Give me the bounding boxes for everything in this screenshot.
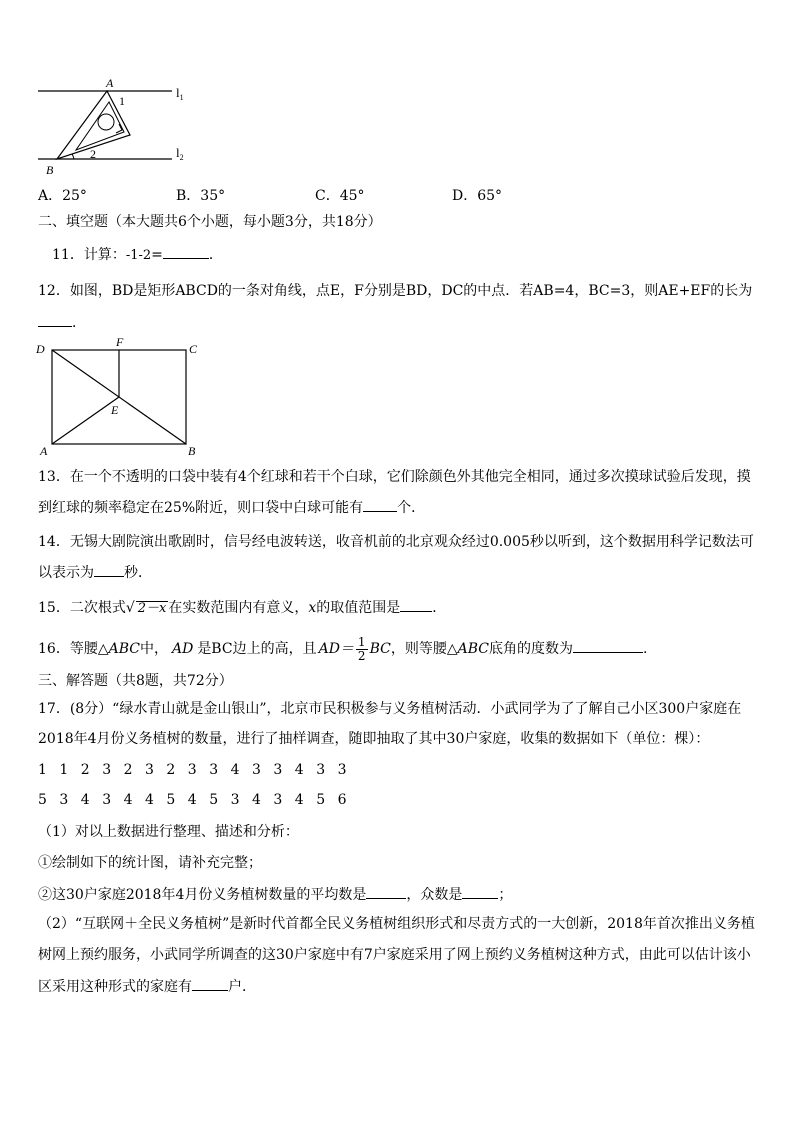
figure-rectangle-abcd [32,334,212,460]
q14-end: 秒． [124,565,152,581]
option-d: D．65° [452,188,503,204]
q17-row1-value: 4 [230,762,240,778]
q16-prefix: 16．等腰 [38,641,98,657]
q17-sub2-mode: ，众数是 [406,887,463,903]
q17-blank-mean [366,884,406,899]
q11 [52,244,223,266]
q17-row1-value: 4 [294,762,304,778]
q17-part2-text: 区采用这种形式的家庭有 [38,979,192,995]
q17-row1-value: 3 [102,762,112,778]
q17-data-row-2 [38,790,358,810]
option-b: B．35° [176,188,226,204]
label-l2: $l_2$ [176,145,184,162]
q16-numerator: 1 [357,634,366,649]
q16-mid2: 是BC边上的高，且 [197,641,317,657]
q11-expr: -1-2 [125,248,152,263]
q16-mid3: ，则等腰 [390,641,447,657]
q17-sub2-text: ②这30户家庭2018年4月份义务植树数量的平均数是 [38,887,367,903]
q17-row1-value: 3 [337,762,347,778]
q13-end: 个． [397,500,426,516]
ruler-hole [98,114,114,130]
q16-triangle-2: △ABC [446,641,489,657]
q17-row1-value: 3 [209,762,219,778]
q15-blank [400,597,432,612]
angle-2-arc [72,154,74,159]
q12-line1: 12．如图，BD是矩形ABCD的一条对角线，点E，F分别是BD，DC的中点．若AB=4，BC=3，则AE+EF的长为 [38,283,753,299]
q17-row2-value: 3 [59,792,69,808]
q11-prefix: 11．计算： [52,247,126,263]
q17-row2-value: 6 [337,792,347,808]
q17-sub2-end: ； [498,887,513,903]
q17-row2-value: 3 [230,792,240,808]
q13-text: 到红球的频率稳定在25%附近，则口袋中白球可能有 [38,500,364,516]
q17-row2-value: 4 [80,792,90,808]
label-B2: B [188,444,196,458]
q12-blank [38,312,72,327]
section-3-title: 三、解答题（共8题，共72分） [38,673,233,689]
label-F: F [116,335,124,349]
q17-blank-households [192,976,228,991]
q17-part2-line2: 树网上预约服务，小武同学所调查的这30户家庭中有7户家庭采用了网上预约义务植树这种方式，由此可以估计该小 [38,947,751,963]
q14-line2 [38,562,152,583]
q17-row2-value: 5 [166,792,176,808]
q17-row2-value: 4 [123,792,133,808]
q17-sub2 [38,884,512,905]
q17-row2-value: 5 [316,792,326,808]
q16-blank [573,638,643,653]
q17-row1-value: 3 [316,762,326,778]
q10-options [38,186,558,206]
q14-line1: 14．无锡大剧院演出歌剧时，信号经电波转送，收音机前的北京观众经过0.005秒以听到，这个数据用科学记数法可 [38,534,754,550]
label-angle-1: 1 [119,94,125,108]
q13-line2 [38,497,425,518]
q17-data-row-1 [38,760,358,780]
q17-sub1: ①绘制如下的统计图，请补充完整； [38,855,262,871]
label-A: A [106,76,114,90]
q15 [38,597,446,618]
q17-line2: 2018年4月份义务植树的数量，进行了抽样调查，随即抽取了其中30户家庭，收集的数据如下（单位：棵）： [38,731,710,747]
q16-eq-right: BC [369,641,391,657]
q16-fraction [356,636,368,663]
q17-row1-value: 2 [166,762,176,778]
q14-text: 以表示为 [38,565,94,581]
q17-row1-value: 1 [38,762,47,778]
q17-row2-value: 4 [294,792,304,808]
q17-row1-value: 2 [123,762,133,778]
q14-blank [94,562,124,577]
q17-row2-value: 4 [145,792,154,808]
q16-ad: AD [171,641,194,657]
q16-mid1: 中， [139,641,168,657]
q11-eq: = [151,247,163,263]
q17-row1-value: 2 [80,762,90,778]
option-c: C．45° [315,188,365,204]
label-l1: $l_1$ [176,85,184,102]
q17-row1-value: 1 [59,762,69,778]
q17-row2-value: 5 [209,792,219,808]
q15-end: ． [432,600,447,616]
q16-suffix: 底角的度数为 [488,641,573,657]
q17-row1-value: 3 [145,762,154,778]
q16-triangle: △ABC [97,641,140,657]
q13-line1: 13．在一个不透明的口袋中装有4个红球和若干个白球，它们除颜色外其他完全相同，通过多次摸球试验后发现，摸 [38,469,751,485]
q17-row2-value: 4 [252,792,261,808]
q15-prefix: 15．二次根式 [38,600,126,616]
q15-middle: 在实数范围内有意义， [168,600,309,616]
q16 [38,632,647,666]
q17-part2-line1: （2）“互联网＋全民义务植树”是新时代首都全民义务植树组织形式和尽责方式的一大创新，2018年首次推出义务植 [38,916,755,932]
q17-part2-line3 [38,976,256,997]
label-angle-2: 2 [90,147,96,161]
q17-row2-value: 4 [187,792,197,808]
q11-end: ． [208,247,223,263]
section-2-title: 二、填空题（本大题共6个小题，每小题3分，共18分） [38,214,382,230]
q17-row2-value: 3 [102,792,112,808]
q15-sqrt-sign: √ [125,600,135,616]
q12-end: ． [72,315,86,331]
q15-var: x [308,600,317,616]
figure-parallel-lines [30,75,200,180]
q16-end: . [642,641,648,657]
q17-line1: 17．(8分）“绿水青山就是金山银山”，北京市民积极参与义务植树活动．小武同学为了了解自己小区300户家庭在 [38,701,742,717]
q17-row1-value: 3 [252,762,261,778]
q11-blank [163,244,209,259]
q17-part1: （1）对以上数据进行整理、描述和分析： [38,824,299,840]
label-C: C [189,342,198,356]
label-B: B [46,163,54,177]
q17-row2-value: 5 [38,792,47,808]
q17-part2-end: 户． [228,979,256,995]
label-D: D [36,342,45,356]
q17-row2-value: 3 [273,792,283,808]
q17-row1-value: 3 [187,762,197,778]
q12-line2 [38,312,86,333]
q13-blank [363,497,397,512]
q16-denominator: 2 [357,648,366,663]
label-E: E [111,403,119,417]
q15-suffix: 的取值范围是 [316,600,401,616]
q16-eq-left: AD＝ [318,641,354,657]
q15-radicand: 2－x [137,601,167,616]
q17-row1-value: 3 [273,762,283,778]
option-a: A．25° [38,188,87,204]
segment-ae [52,397,119,444]
label-A2: A [40,444,48,458]
q17-blank-mode [462,884,498,899]
